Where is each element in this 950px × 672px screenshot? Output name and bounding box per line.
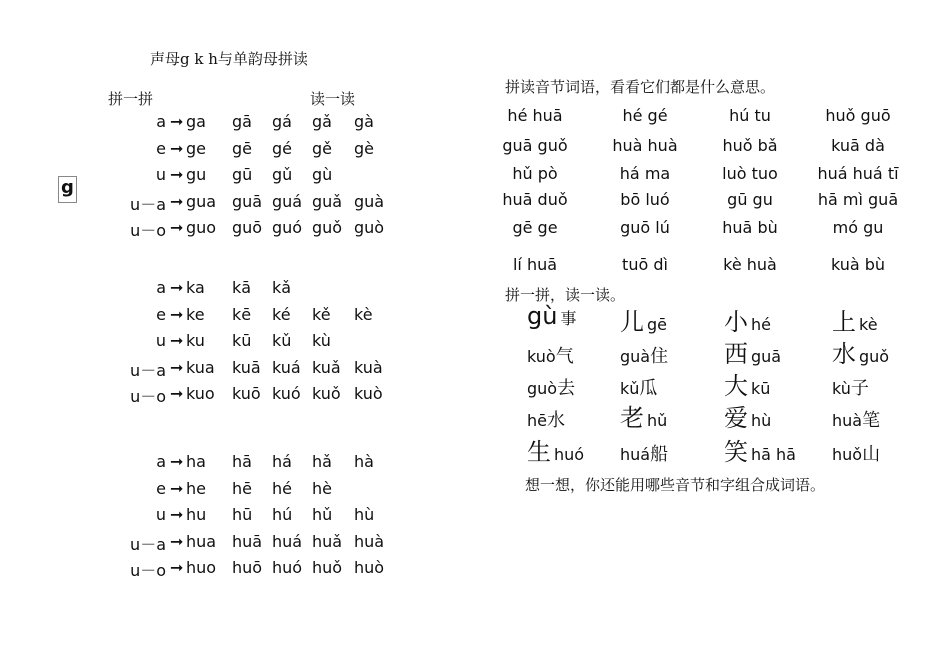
tone-syllable: guó [272,218,303,237]
tone-syllable: hù [354,505,375,524]
pinyin-syllable: guà [620,347,651,366]
pinyin-syllable: huó [554,445,585,464]
practice-cell [527,374,575,400]
syllable-lead: u－o [130,387,166,406]
tone-syllable: huǒ [312,558,343,577]
tone-syllable: hǔ [312,505,333,524]
practice-cell [620,342,668,368]
word-syllables: hú tu [729,106,771,125]
hanzi-char: 上 [832,308,856,336]
hanzi-char: 爱 [724,404,748,432]
pinyin-syllable: huá [620,445,651,464]
pinyin-syllable: kuò [527,347,556,366]
tone-syllable: huā [232,531,263,551]
tone-syllable: kuǎ [312,357,341,377]
arrow-icon: ➞ [170,357,184,377]
word-syllables: huà huà [612,136,678,155]
tone-syllable: huà [354,531,385,551]
hanzi-char: gù [527,302,558,330]
pinyin-syllable: guǒ [859,347,890,366]
practice-cell [832,374,869,400]
tone-syllable: guò [354,218,385,237]
word-syllables: kè huà [723,255,777,274]
hanzi-char: 子 [850,378,869,399]
tone-syllable: kuá [272,357,301,377]
practice-cell [832,440,880,466]
tone-syllable: gǎ [312,112,332,131]
word-syllables: gū gu [727,190,773,209]
arrow-icon: ➞ [170,138,184,158]
syllable-result: ke [186,304,205,324]
word-syllables: kuā dà [831,136,885,155]
pinyin-syllable: kù [832,379,851,398]
tone-syllable: kē [232,304,252,324]
tone-syllable: hà [354,452,374,471]
practice-cell [527,432,584,467]
hanzi-char: 住 [650,346,669,367]
word-syllables: huā duǒ [502,190,568,209]
tone-syllable: guǒ [312,218,343,237]
pinyin-syllable: guā [751,347,782,366]
right-heading: 拼读音节词语，看看它们都是什么意思。 [505,78,776,96]
tone-syllable: huō [232,558,263,577]
syllable-lead: a [156,112,166,131]
syllable-result: he [186,478,206,498]
section-label-read: 读一读 [310,90,356,108]
tone-syllable: há [272,452,292,471]
closing-prompt: 想一想，你还能用哪些音节和字组合成词语。 [525,476,826,494]
word-syllables: hé gé [622,106,668,125]
tone-syllable: kǔ [272,331,292,350]
word-syllables: huā bù [722,218,778,237]
word-syllables: há ma [619,164,671,183]
syllable-lead: u－o [130,221,166,240]
arrow-icon: ➞ [170,531,184,551]
arrow-icon: ➞ [170,452,184,471]
tone-syllable: kuó [272,384,301,403]
word-syllables: lí huā [512,255,558,274]
tone-syllable: kuā [232,357,261,377]
tone-syllable: gě [312,138,332,158]
syllable-result: kuo [186,384,215,403]
tone-syllable: gè [354,138,374,158]
tone-syllable: huó [272,558,303,577]
hanzi-char: 气 [555,346,574,367]
tone-syllable: kuō [232,384,261,403]
word-syllables: bō luó [620,190,670,209]
syllable-lead: u [155,165,166,184]
practice-cell [620,440,668,466]
tone-syllable: ké [272,304,291,324]
arrow-icon: ➞ [170,112,184,131]
word-syllables: hé huā [507,106,563,125]
hanzi-char: 山 [862,444,881,465]
hanzi-char: 笑 [724,438,748,466]
practice-cell [620,398,667,433]
tone-syllable: gē [232,138,252,158]
pinyin-syllable: huǒ [832,445,863,464]
hanzi-char: 生 [527,438,551,466]
practice-cell [724,302,771,337]
tone-syllable: gù [312,165,333,184]
syllable-lead: u－a [130,194,166,214]
syllable-lead: u [155,331,166,350]
tone-syllable: hē [232,478,252,498]
word-syllables: guā guǒ [502,136,568,155]
syllable-result: ga [186,112,206,131]
syllable-result: gua [186,191,217,211]
syllable-result: huo [186,558,217,577]
tone-syllable: gà [354,112,374,131]
arrow-icon: ➞ [170,165,184,184]
practice-cell [527,342,574,368]
arrow-icon: ➞ [170,304,184,324]
practice-cell [724,398,771,433]
practice-cell [832,334,889,369]
syllable-result: hua [186,531,217,551]
pinyin-syllable: hé [751,315,771,334]
tone-syllable: guā [232,191,263,211]
practice-heading: 拼一拼，读一读。 [505,286,626,304]
syllable-result: kua [186,357,215,377]
pinyin-syllable: kū [751,379,771,398]
tone-syllable: guá [272,191,303,211]
tone-syllable: kuò [354,384,383,403]
tone-syllable: kè [354,304,373,324]
word-syllables: huǒ guō [825,106,891,125]
practice-cell [620,374,657,400]
tone-syllable: huá [272,531,303,551]
tone-syllable: kù [312,331,331,350]
word-syllables: mó gu [832,218,884,237]
pinyin-syllable: hǔ [647,411,668,430]
word-syllables: guō lú [620,218,670,237]
arrow-icon: ➞ [170,191,184,211]
pinyin-syllable: hù [751,411,772,430]
hanzi-char: 去 [557,378,576,399]
syllable-result: ka [186,278,205,297]
practice-cell [724,432,796,467]
hanzi-char: 老 [620,404,644,432]
tone-syllable: hé [272,478,292,498]
word-syllables: kuà bù [830,255,886,274]
syllable-result: gu [186,165,207,184]
hanzi-char: 瓜 [639,378,658,399]
arrow-icon: ➞ [170,278,184,297]
tone-syllable: huǎ [312,531,343,551]
syllable-lead: e [156,138,166,158]
pinyin-syllable: hā hā [751,445,796,464]
hanzi-char: 大 [724,372,748,400]
practice-cell [724,366,770,401]
tone-syllable: guǎ [312,191,343,211]
letter-g-box: g [58,176,77,203]
word-syllables: huǒ bǎ [722,136,778,155]
syllable-lead: e [156,304,166,324]
syllable-lead: u－o [130,561,166,580]
syllable-lead: u－a [130,534,166,554]
tone-syllable: kuà [354,357,383,377]
pinyin-syllable: kǔ [620,379,640,398]
arrow-icon: ➞ [170,478,184,498]
hanzi-char: 儿 [620,308,644,336]
pinyin-syllable: kè [859,315,878,334]
practice-cell [527,302,576,330]
practice-cell [832,302,878,337]
word-syllables: luò tuo [722,164,778,183]
pinyin-syllable: huà [832,411,863,430]
arrow-icon: ➞ [170,558,184,577]
tone-syllable: gé [272,138,292,158]
tone-syllable: kě [312,304,331,324]
word-syllables: hǔ pò [512,164,558,183]
word-syllables: hā mì guā [817,190,899,209]
arrow-icon: ➞ [170,505,184,524]
word-syllables: tuō dì [622,255,668,274]
syllable-result: ge [186,138,206,158]
syllable-result: hu [186,505,207,524]
pinyin-syllable: guò [527,379,558,398]
tone-syllable: kuǒ [312,384,341,403]
tone-syllable: huò [354,558,385,577]
page-title: 声母g k h与单韵母拼读 [150,50,308,68]
tone-syllable: gā [232,112,252,131]
hanzi-char: 笔 [862,410,881,431]
arrow-icon: ➞ [170,331,184,350]
practice-cell [527,406,565,432]
syllable-lead: a [156,278,166,297]
pinyin-syllable: gē [647,315,667,334]
hanzi-char: 船 [650,444,669,465]
section-label-spell: 拼一拼 [108,90,154,108]
tone-syllable: guà [354,191,385,211]
tone-syllable: gǔ [272,165,293,184]
tone-syllable: hú [272,505,293,524]
practice-cell [832,406,880,432]
hanzi-char: 水 [832,340,856,368]
practice-cell [724,334,781,369]
pinyin-syllable: hē [527,411,547,430]
practice-cell [620,302,667,337]
tone-syllable: guō [232,218,263,237]
syllable-result: ha [186,452,206,471]
tone-syllable: hè [312,478,332,498]
tone-syllable: hū [232,505,253,524]
arrow-icon: ➞ [170,384,184,403]
tone-syllable: kā [232,278,252,297]
syllable-lead: u－a [130,360,166,380]
tone-syllable: hǎ [312,452,332,471]
syllable-lead: u [155,505,166,524]
syllable-lead: a [156,452,166,471]
hanzi-char: 小 [724,308,748,336]
syllable-result: guo [186,218,217,237]
hanzi-char: 水 [546,410,565,431]
tone-syllable: gū [232,165,253,184]
hanzi-char: 西 [724,340,748,368]
tone-syllable: hā [232,452,252,471]
tone-syllable: gá [272,112,292,131]
pinyin-syllable: 事 [560,309,577,328]
syllable-result: ku [186,331,205,350]
word-syllables: huá huá tī [817,164,899,183]
tone-syllable: kū [232,331,252,350]
arrow-icon: ➞ [170,218,184,237]
word-syllables: gē ge [512,218,558,237]
tone-syllable: kǎ [272,278,292,297]
syllable-lead: e [156,478,166,498]
